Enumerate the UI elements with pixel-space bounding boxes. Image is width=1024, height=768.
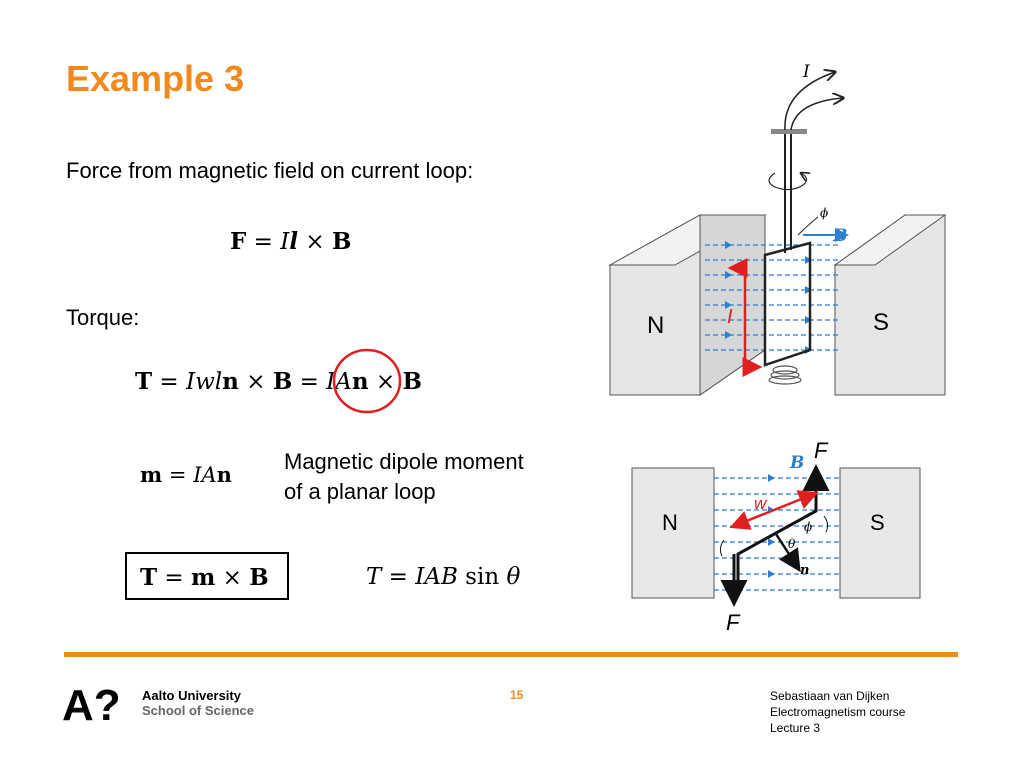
pole-s-label: S — [870, 510, 885, 535]
eq-symbol: Iwl — [186, 369, 223, 395]
eq-symbol: n — [222, 368, 239, 395]
eq-symbol: IA — [193, 463, 217, 487]
aalto-logo-mark: A? — [62, 681, 121, 730]
eq-symbol: F — [230, 228, 247, 255]
eq-symbol: B — [402, 368, 422, 395]
eq-symbol: l — [289, 228, 299, 255]
eq-symbol: T — [135, 368, 153, 395]
force-bottom-label: F — [726, 610, 740, 635]
page-number: 15 — [510, 688, 524, 702]
aalto-logo-text — [142, 688, 254, 718]
eq-symbol: n — [351, 368, 369, 395]
current-label: I — [803, 62, 810, 82]
torque-magnitude-equation — [366, 564, 520, 590]
school-name: School of Science — [142, 703, 254, 718]
force-equation — [230, 228, 351, 255]
field-label: B — [790, 453, 805, 473]
eq-symbol: × — [215, 565, 250, 591]
eq-symbol: × — [238, 369, 273, 395]
boxed-torque-equation — [140, 564, 269, 591]
university-name: Aalto University — [142, 688, 241, 703]
eq-symbol: n — [216, 462, 232, 487]
pole-n-label: N — [647, 312, 665, 339]
highlight-circle — [330, 346, 404, 416]
torque-intro-text: Torque: — [66, 305, 140, 330]
lecture-number: Lecture 3 — [770, 721, 821, 735]
eq-symbol: IAB — [415, 564, 458, 590]
phi-label: ϕ — [820, 206, 829, 220]
eq-symbol: I — [280, 229, 290, 255]
eq-symbol: = — [162, 463, 194, 487]
course-name: Electromagnetism course — [770, 705, 906, 719]
eq-symbol: = — [157, 565, 192, 591]
footer-credits — [770, 688, 905, 736]
eq-symbol: θ — [506, 564, 521, 590]
slide-title: Example 3 — [66, 58, 245, 99]
eq-symbol: = — [381, 564, 416, 590]
eq-symbol: × — [368, 369, 403, 395]
force-top-label: F — [814, 438, 828, 463]
n-label: n — [800, 563, 810, 578]
eq-symbol: m — [191, 564, 216, 591]
moment-equation — [140, 462, 232, 487]
eq-symbol: B — [332, 228, 352, 255]
pole-s-label: S — [873, 309, 890, 336]
pole-n-label: N — [662, 510, 678, 535]
dipole-text-line: of a planar loop — [284, 479, 436, 504]
field-label: B — [833, 226, 848, 246]
eq-symbol: = — [292, 369, 327, 395]
eq-symbol: B — [249, 564, 269, 591]
dipole-text-line: Magnetic dipole moment — [284, 449, 524, 474]
eq-symbol: IA — [326, 369, 352, 395]
author-name: Sebastiaan van Dijken — [770, 689, 890, 703]
dipole-description — [284, 447, 524, 507]
current-loop-figure — [605, 55, 950, 400]
force-intro-text: Force from magnetic field on current loop: — [66, 158, 474, 183]
footer-divider — [64, 652, 958, 657]
eq-symbol: = — [246, 229, 281, 255]
eq-symbol: B — [272, 368, 293, 395]
eq-symbol: sin — [457, 564, 507, 590]
theta-label: θ — [788, 537, 796, 551]
red-current-label: I — [727, 306, 733, 328]
eq-symbol: m — [140, 462, 163, 487]
phi-label: ϕ — [804, 520, 813, 534]
top-view-figure — [628, 436, 953, 636]
eq-symbol: T — [366, 564, 382, 590]
w-label: w — [754, 494, 767, 513]
eq-symbol: = — [152, 369, 187, 395]
eq-symbol: × — [298, 229, 332, 255]
eq-symbol: T — [140, 564, 158, 591]
